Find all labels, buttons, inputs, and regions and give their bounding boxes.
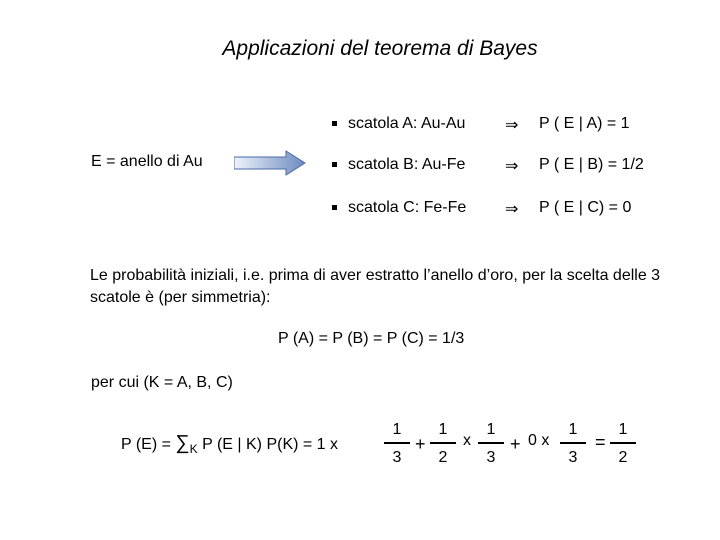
slide-title: Applicazioni del teorema di Bayes: [222, 37, 538, 60]
formula-lhs-text: P (E) =: [121, 436, 176, 453]
fraction-4-num: 1: [568, 421, 578, 438]
intro-paragraph: Le probabilità iniziali, i.e. prima di aver estratto l’anello d’oro, per la scelta delle 3 scatole è (per simmetria):: [90, 267, 661, 306]
fraction-1: [382, 421, 412, 467]
formula-lhs: [121, 432, 338, 455]
fraction-2-bar: [430, 442, 456, 444]
box-b-label: scatola B: Au-Fe: [348, 156, 466, 173]
result-c: P ( E | C) = 0: [539, 199, 632, 216]
fraction-2-den: 2: [438, 449, 448, 466]
event-label: E = anello di Au: [91, 153, 203, 170]
fraction-4-den: 3: [568, 449, 578, 466]
fraction-3-bar: [478, 442, 504, 444]
result-a: P ( E | A) = 1: [539, 115, 630, 132]
summation-symbol: ∑: [175, 432, 190, 454]
bullet-b: [332, 162, 337, 167]
fraction-4-bar: [560, 442, 586, 444]
fraction-5-bar: [610, 442, 636, 444]
for-which-text: per cui (K = A, B, C): [91, 374, 233, 391]
implies-a: ⇒: [505, 117, 519, 134]
fraction-3: [476, 421, 506, 467]
fraction-2-num: 1: [438, 421, 448, 438]
formula-body: P (E | K) P(K) = 1 x: [197, 436, 339, 453]
zero-times: 0 x: [528, 432, 550, 449]
box-c-label: scatola C: Fe-Fe: [348, 199, 467, 216]
priors-equation: P (A) = P (B) = P (C) = 1/3: [278, 330, 465, 347]
fraction-5-den: 2: [618, 449, 628, 466]
implies-b: ⇒: [505, 158, 519, 175]
fraction-4: [558, 421, 588, 467]
fraction-1-den: 3: [392, 449, 402, 466]
fraction-2: [428, 421, 458, 467]
implies-c: ⇒: [505, 201, 519, 218]
fraction-1-bar: [384, 442, 410, 444]
fraction-3-num: 1: [486, 421, 496, 438]
right-arrow-icon: [234, 150, 306, 176]
bullet-c: [332, 205, 337, 210]
equals-sign: =: [595, 432, 606, 452]
fraction-3-den: 3: [486, 449, 496, 466]
bullet-a: [332, 121, 337, 126]
fraction-5-num: 1: [618, 421, 628, 438]
summation-index: K: [189, 442, 198, 456]
fraction-1-num: 1: [392, 421, 402, 438]
plus-2: +: [510, 434, 521, 454]
plus-1: +: [415, 434, 426, 454]
box-a-label: scatola A: Au-Au: [348, 115, 466, 132]
result-b: P ( E | B) = 1/2: [539, 156, 644, 173]
times-symbol: x: [463, 432, 471, 449]
fraction-5: [608, 421, 638, 467]
